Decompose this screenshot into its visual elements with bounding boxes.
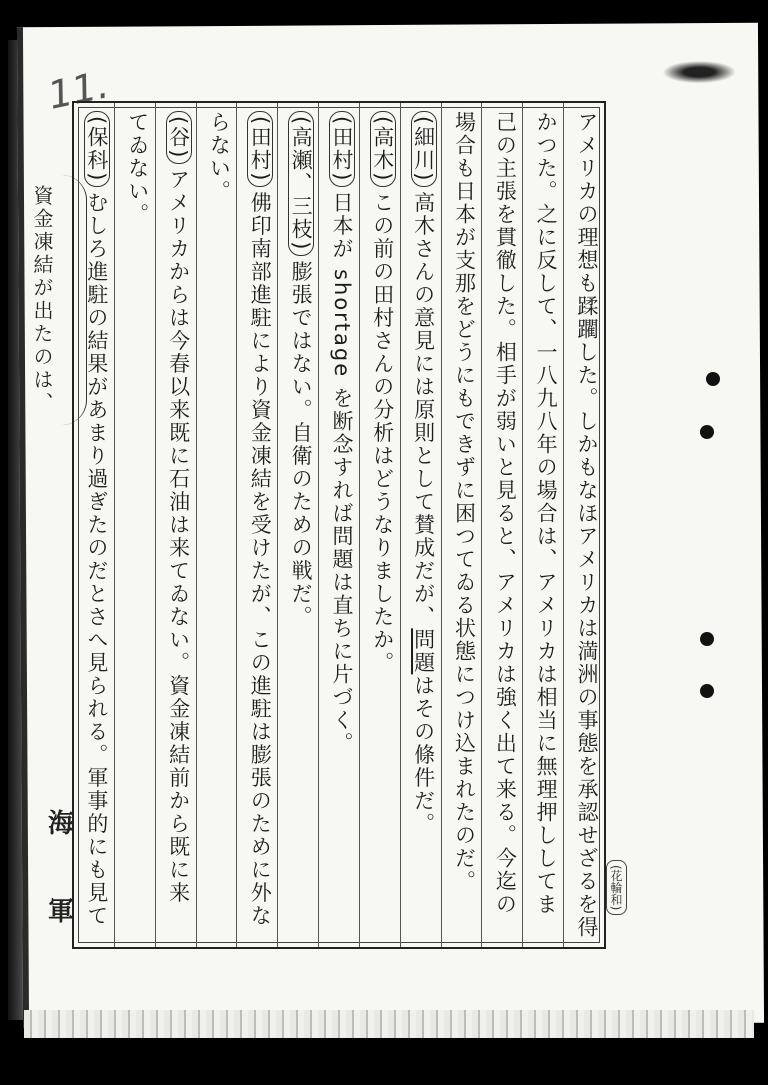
manuscript-line (74, 103, 114, 947)
footer-char-2: 軍 (47, 897, 74, 928)
manuscript-line: らない。 (196, 103, 237, 947)
binding-hole (706, 372, 720, 386)
speaker-label: (田村) (329, 111, 355, 187)
manuscript-line (277, 103, 318, 947)
manuscript-line (318, 103, 359, 947)
line-text: アメリカからは今春以来既に石油は来てゐない。資金凍結前から既に来 (166, 168, 191, 905)
stacked-pages-edge (24, 1010, 754, 1038)
manuscript-line (400, 103, 441, 947)
manuscript-line (155, 103, 196, 947)
speaker-label: (高木) (370, 111, 396, 187)
underlined-word: 問題 (411, 628, 436, 675)
ink-smudge (663, 61, 735, 83)
manuscript-line: てゐない。 (114, 103, 155, 947)
speaker-label: (細川) (411, 111, 437, 187)
footer-char-1: 海 (47, 809, 74, 839)
line-text: 佛印南部進駐により資金凍結を受けたが、この進駐は膨張のために外な (248, 191, 273, 928)
line-text: この前の田村さんの分析はどうなりましたか。 (370, 191, 395, 675)
manuscript-line: アメリカの理想も蹂躙した。しかもなほアメリカは満洲の事態を承認せざるを得 (563, 103, 604, 947)
manuscript-line: 場合も日本が支那をどうにもできずに困つてゐる状態につけ込まれたのだ。 (441, 103, 482, 947)
manuscript-line: かつた。之に反して、一八九八年の場合は、アメリカは相当に無理押ししてま (522, 103, 563, 947)
binding-hole (700, 684, 714, 698)
manuscript-frame (72, 101, 606, 949)
speaker-label: (谷) (166, 111, 192, 164)
manuscript-columns (74, 103, 604, 947)
binding-hole (700, 425, 714, 439)
page-number: 11. (44, 62, 113, 118)
speaker-label: (田村) (247, 111, 273, 187)
manuscript-line: 己の主張を貫徹した。相手が弱いと見ると、アメリカは強く出て来る。今迄の (481, 103, 522, 947)
footer-label (44, 780, 78, 957)
margin-note: 資金凍結が出たのは、 (30, 185, 54, 415)
manuscript-line (236, 103, 277, 947)
speaker-label: (高瀬、三枝) (288, 111, 314, 256)
manuscript-line (359, 103, 400, 947)
line-text: 日本が shortage を断念すれば問題は直ちに片づく。 (329, 191, 354, 755)
binding-hole (700, 632, 714, 646)
line-text: 高木さんの意見には原則として賛成だが、問題はその條件だ。 (411, 191, 436, 836)
speaker-label: (保科) (84, 111, 110, 187)
line-text: 膨張ではない。自衛のための戦だ。 (289, 260, 314, 629)
line-text: むしろ進駐の結果があまり過ぎたのだとさへ見られる。軍事的にも見て (84, 191, 109, 928)
signature-note: (花輪和) (606, 860, 627, 915)
